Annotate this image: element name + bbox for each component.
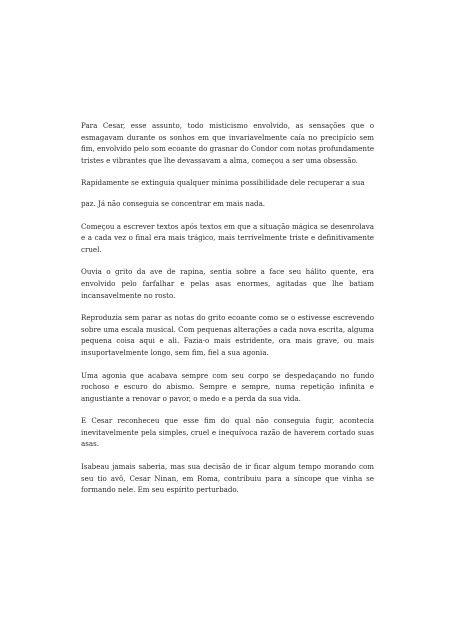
- paragraph-7: Uma agonia que acabava sempre com seu corpo se despedaçando no fundo rochoso e escuro do abismo. Sempre e sempre, numa repetição infinita e angustiante a renovar o pavor, o medo e a perda da sua vida.: [81, 370, 374, 403]
- paragraph-1: Para Cesar, esse assunto, todo misticismo envolvido, as sensações que o esmagavam durante os sonhos em que invariavelmente caía no precipício sem fim, envolvido pelo som ecoante do grasnar do Condor com notas profundamente tristes e vibrantes que lhe devassavam a alma, começou a ser uma obsessão.: [81, 121, 375, 165]
- paragraph-9: Isabeau jamais saberia, mas sua decisão de ir ficar algum tempo morando com seu tio avô, Cesar Ninan, em Roma, contribuiu para a síncope que vinha se formando nele. Em seu espírito perturbado.: [81, 462, 374, 495]
- paragraph-3: paz. Já não conseguia se concentrar em mais nada.: [81, 198, 266, 208]
- paragraph-5: Ouvia o grito da ave de rapina, sentia sobre a face seu hálito quente, era envolvido pelo farfalhar e pelas asas enormes, agitadas que lhe batiam incansavelmente no rosto.: [81, 267, 374, 300]
- paragraph-6: Reproduzia sem parar as notas do grito ecoante como se o estivesse escrevendo sobre uma escala musical. Com pequenas alterações a cada nova escrita, alguma pequena coisa aqui e ali. Fazia-o mais estridente, ora mais grave, ou mais insuportavelmente longo, sem fim, fiel a sua agonia.: [81, 313, 374, 357]
- body-text: [81, 120, 374, 507]
- paragraph-4: Começou a escrever textos após textos em que a situação mágica se desenrolava e a cada vez o final era mais trágico, mais terrivelmente triste e definitivamente cruel.: [81, 221, 374, 254]
- paragraph-8: E Cesar reconheceu que esse fim do qual não conseguia fugir, acontecia inevitavelmente pela simples, cruel e inequívoca razão de haverem cortado suas asas.: [81, 416, 374, 449]
- paragraph-2: Rapidamente se extinguia qualquer mínima possibilidade dele recuperar a sua: [81, 178, 365, 188]
